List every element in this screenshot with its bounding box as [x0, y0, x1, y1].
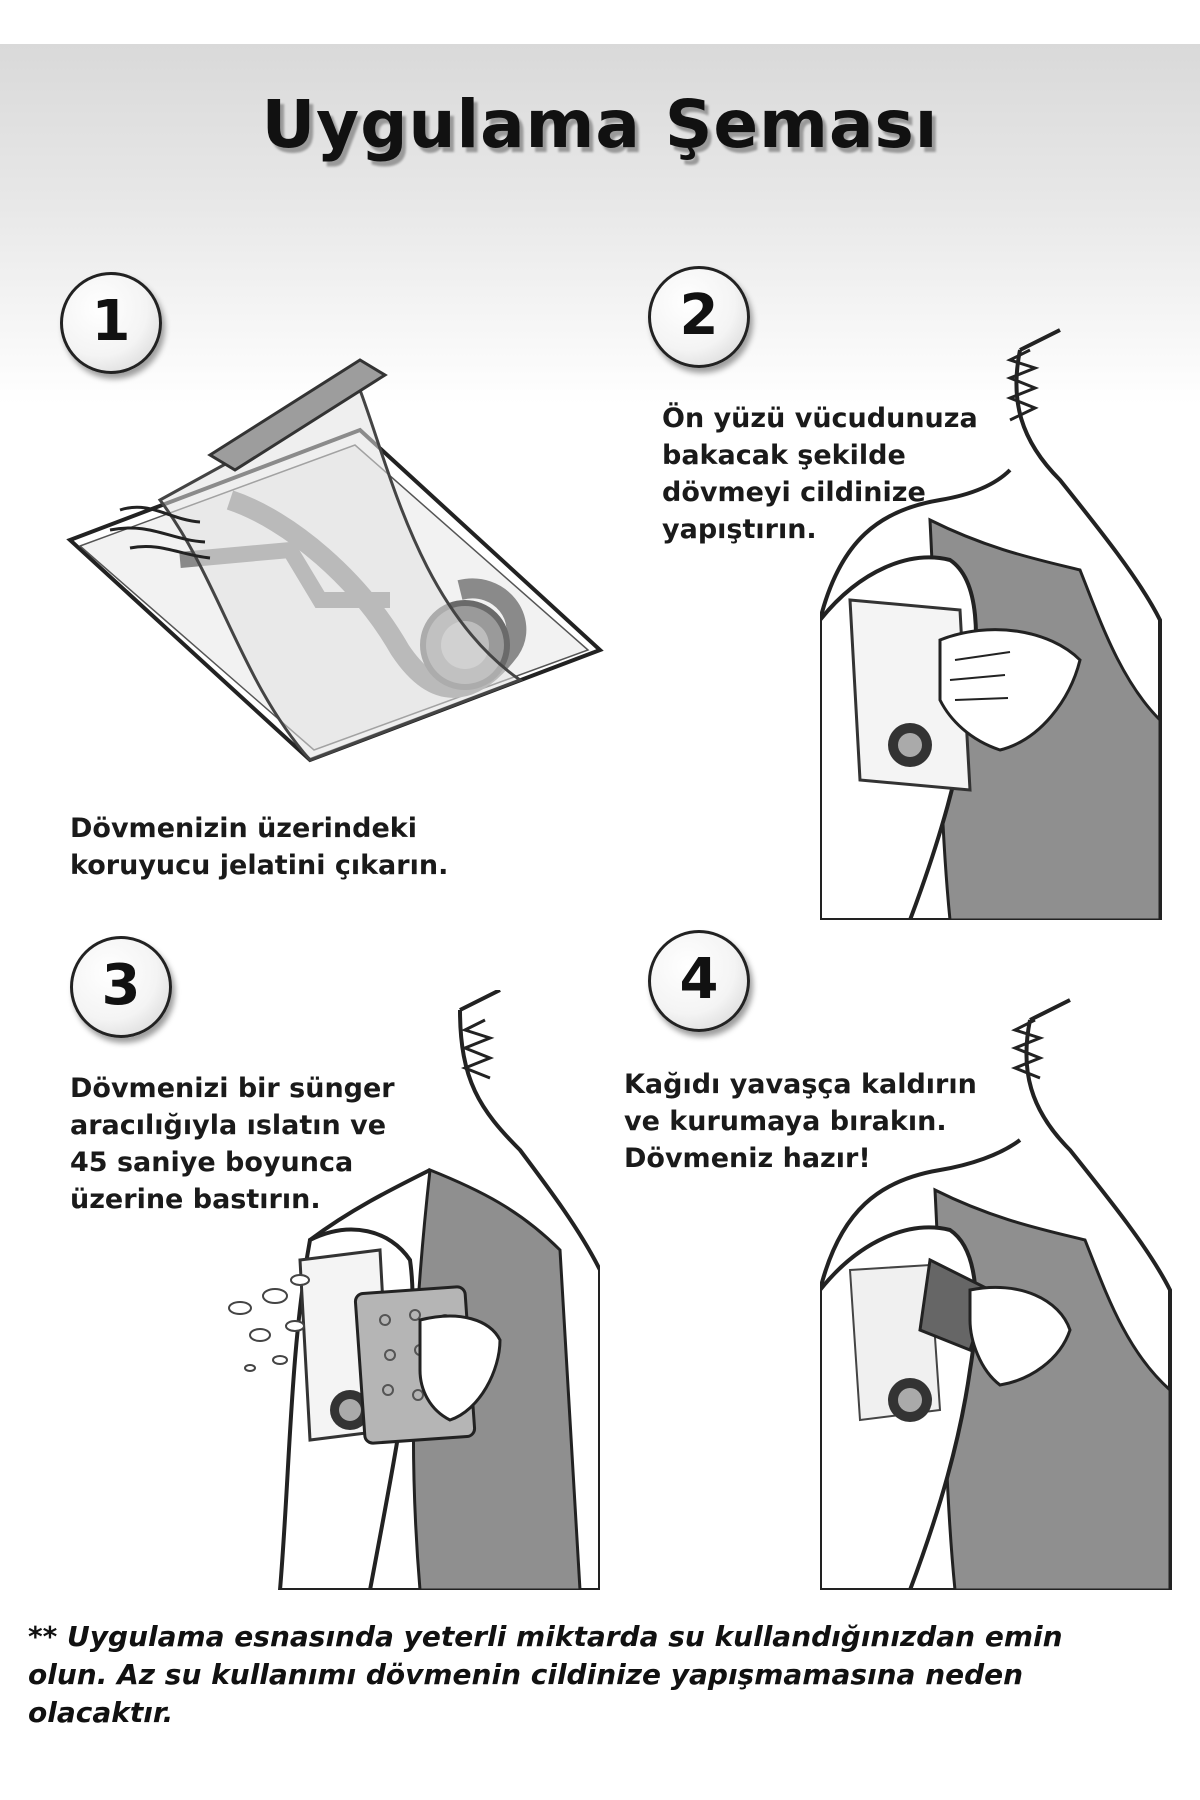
step-3-line: Dövmenizi bir sünger	[70, 1073, 395, 1104]
step-1-text	[70, 810, 448, 884]
step-4-text	[624, 1066, 977, 1177]
step-3-number: 3	[101, 953, 141, 1018]
step-2-line: bakacak şekilde	[662, 440, 906, 471]
step-3-badge	[70, 936, 172, 1038]
step-3-line: 45 saniye boyunca	[70, 1147, 354, 1178]
step-3-line: üzerine bastırın.	[70, 1184, 321, 1215]
step-2-line: Ön yüzü vücudunuza	[662, 403, 978, 434]
step-4-line: Dövmeniz hazır!	[624, 1143, 871, 1174]
step-2-line: dövmeyi cildinize	[662, 477, 926, 508]
step-1-illustration	[60, 350, 620, 790]
step-4-line: ve kurumaya bırakın.	[624, 1106, 947, 1137]
step-4-badge	[648, 930, 750, 1032]
step-2-number: 2	[679, 283, 719, 348]
step-4-number: 4	[679, 947, 719, 1012]
step-4-line: Kağıdı yavaşça kaldırın	[624, 1069, 977, 1100]
footer-note-line: olun. Az su kullanımı dövmenin cildinize yapışmamasına neden	[28, 1658, 1024, 1691]
step-1-line: koruyucu jelatini çıkarın.	[70, 850, 449, 881]
page-title: Uygulama Şeması	[261, 86, 939, 163]
footer-note	[28, 1618, 1188, 1732]
step-3-text	[70, 1070, 395, 1218]
step-1-number: 1	[91, 289, 131, 354]
step-2-badge	[648, 266, 750, 368]
footer-note-line: ** Uygulama esnasında yeterli miktarda su kullandığınızdan emin	[28, 1620, 1063, 1653]
step-2-line: yapıştırın.	[662, 514, 817, 545]
top-margin	[0, 0, 1200, 44]
step-2-text	[662, 400, 978, 548]
step-1-line: Dövmenizin üzerindeki	[70, 813, 417, 844]
step-3-line: aracılığıyla ıslatın ve	[70, 1110, 387, 1141]
footer-note-line: olacaktır.	[28, 1696, 174, 1729]
